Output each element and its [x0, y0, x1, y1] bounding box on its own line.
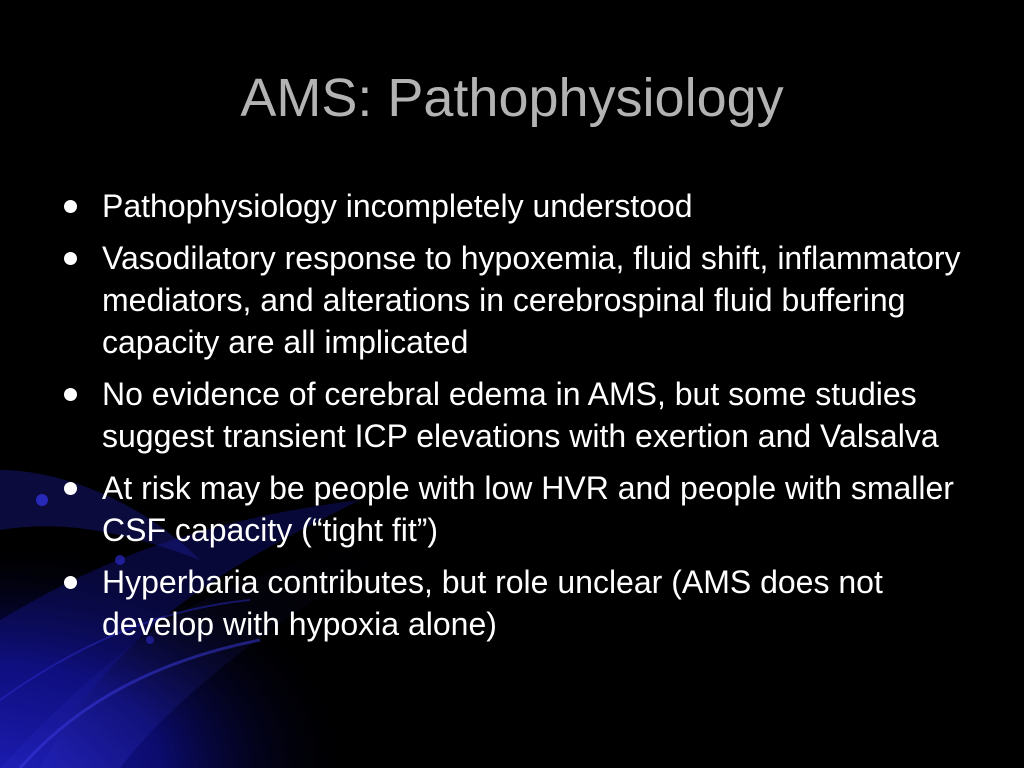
bullet-text: Hyperbaria contributes, but role unclear (AMS does not develop with hypoxia alone) [102, 564, 883, 642]
bullet-dot-icon [64, 200, 77, 213]
bullet-item [62, 237, 962, 363]
bullet-item [62, 373, 962, 457]
bullet-dot-icon [64, 576, 77, 589]
bullet-text: Pathophysiology incompletely understood [102, 188, 693, 224]
bullet-text: At risk may be people with low HVR and people with smaller CSF capacity (“tight fit”) [102, 470, 954, 548]
bullet-list [62, 185, 962, 655]
bullet-item [62, 185, 962, 227]
bullet-dot-icon [64, 482, 77, 495]
bullet-text: Vasodilatory response to hypoxemia, fluid shift, inflammatory mediators, and alterations in cerebrospinal fluid buffering capacity are all implicated [102, 240, 961, 360]
bullet-item [62, 467, 962, 551]
bullet-dot-icon [64, 252, 77, 265]
bullet-text: No evidence of cerebral edema in AMS, but some studies suggest transient ICP elevations with exertion and Valsalva [102, 376, 939, 454]
bullet-dot-icon [64, 388, 77, 401]
bullet-item [62, 561, 962, 645]
slide-title: AMS: Pathophysiology [240, 68, 784, 128]
